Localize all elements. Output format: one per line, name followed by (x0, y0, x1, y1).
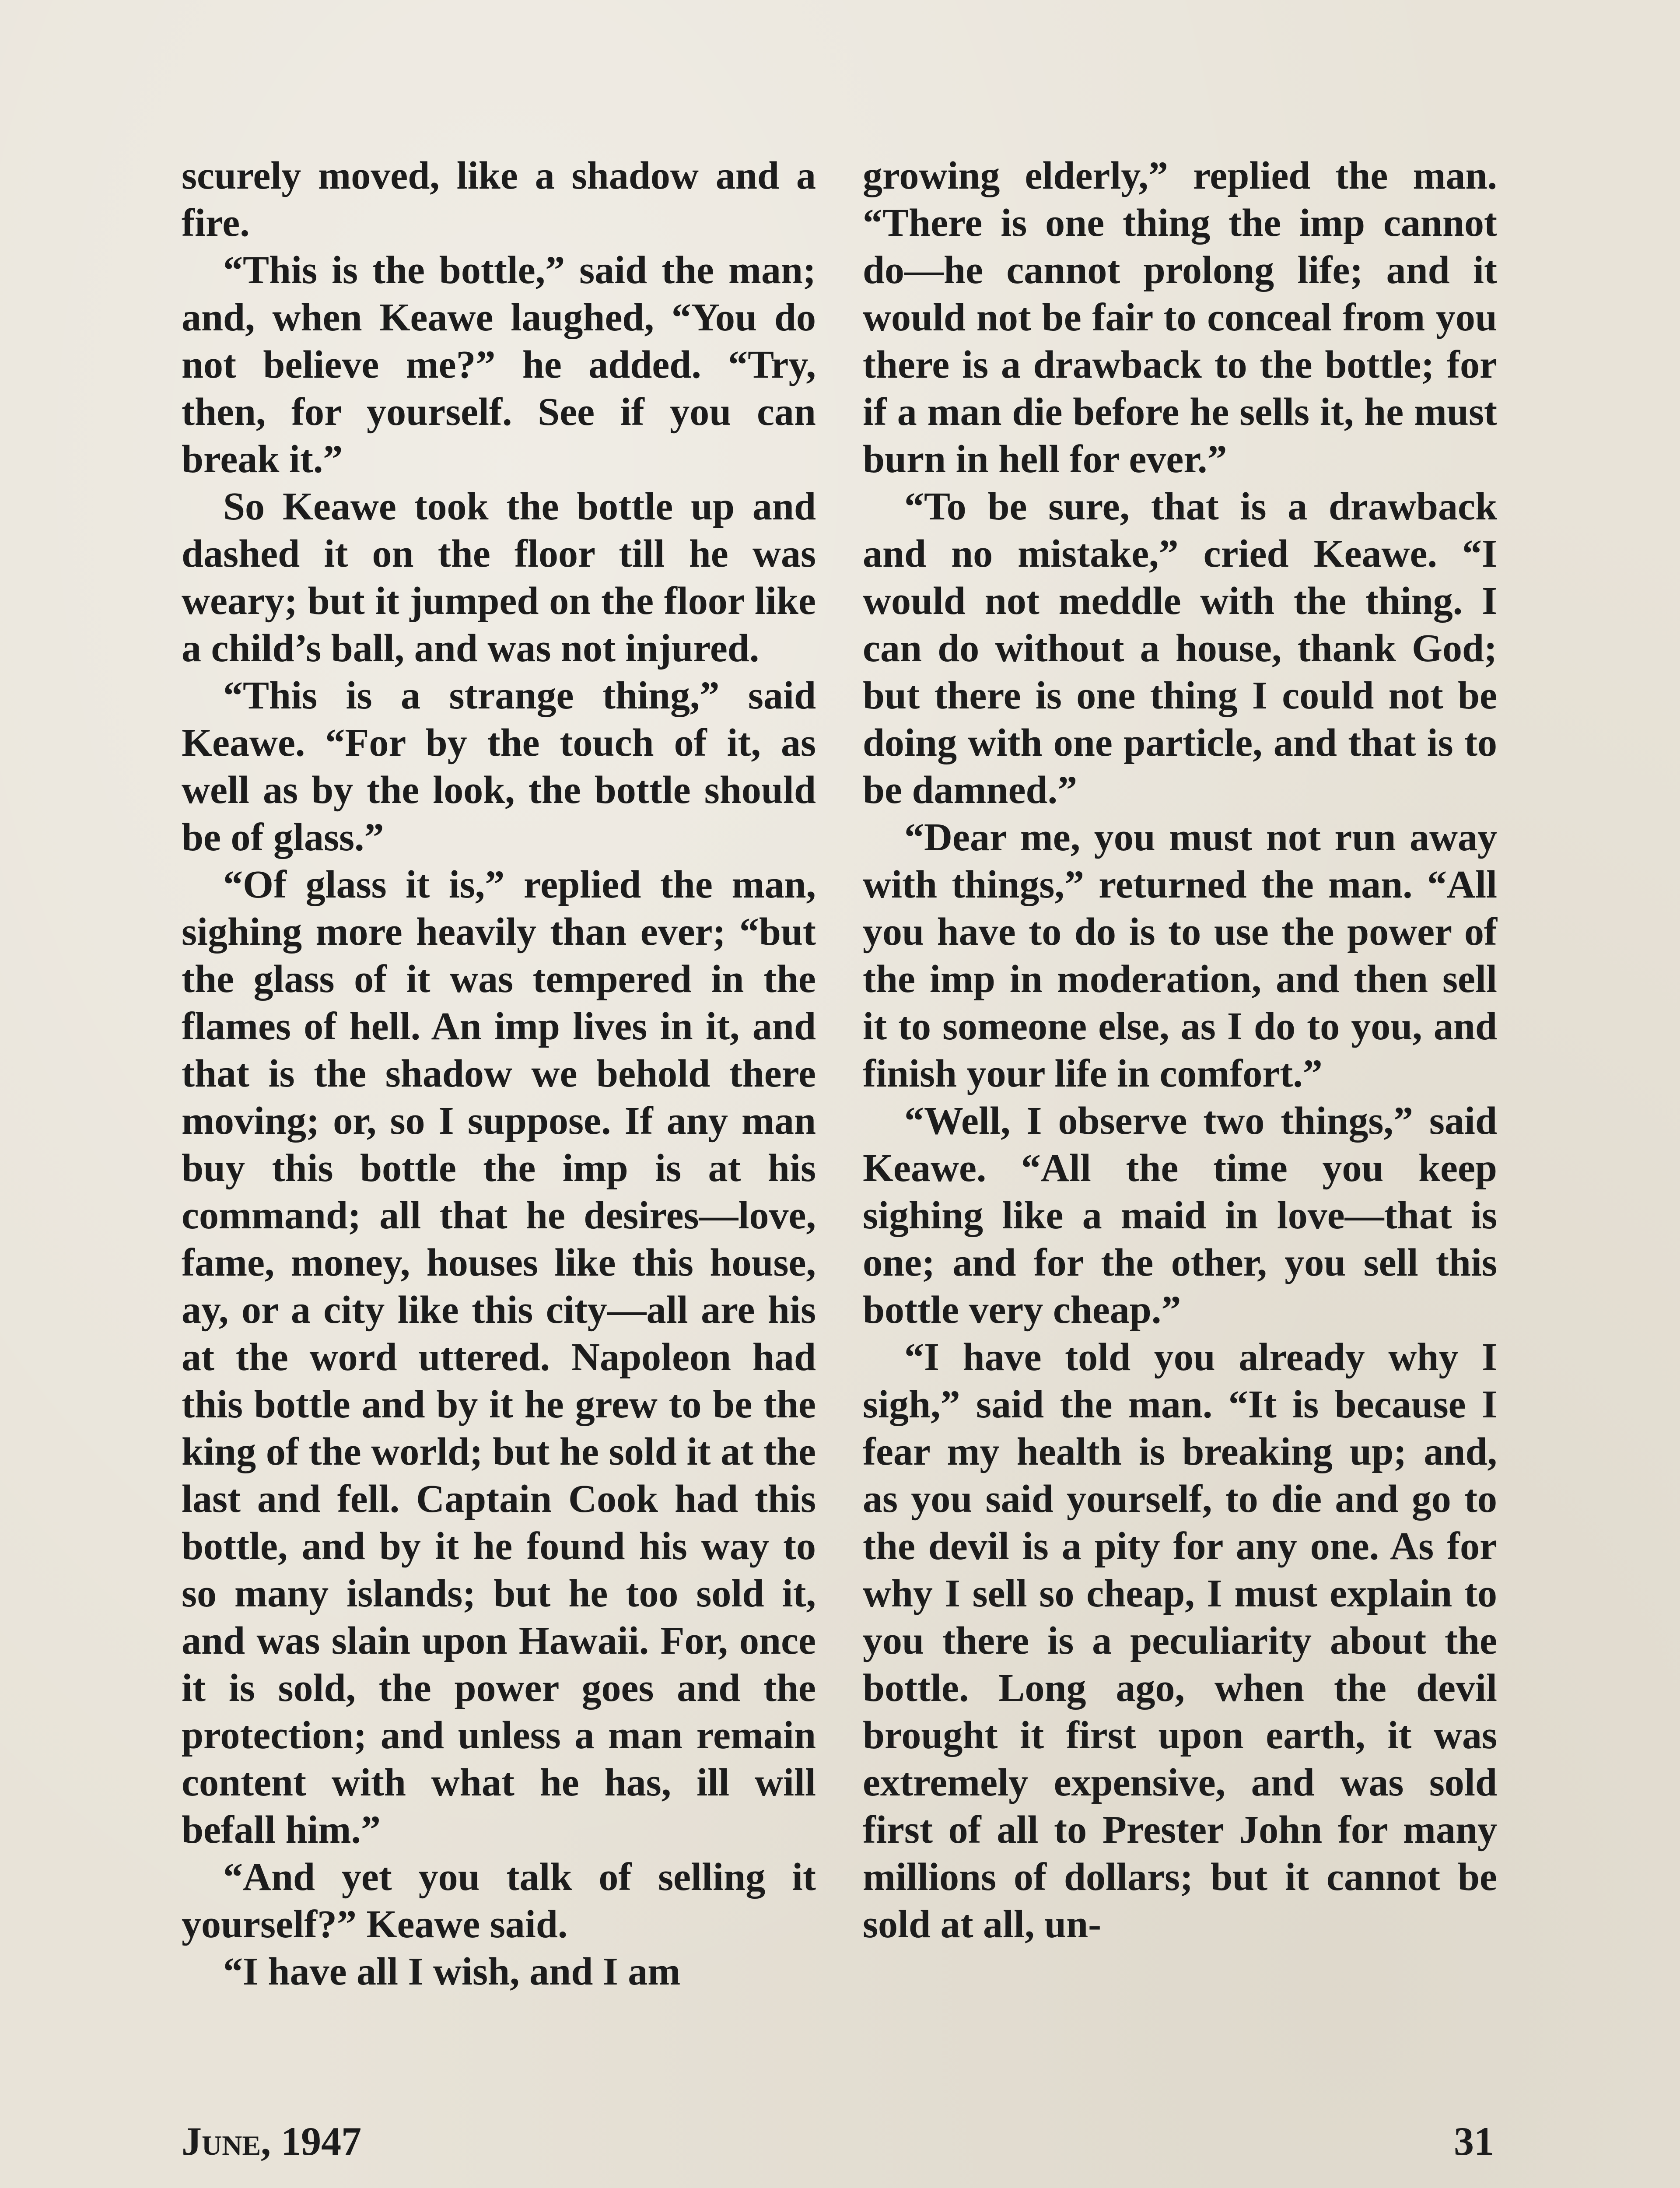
paragraph: “Dear me, you must not run away with things,” returned the man. “All you have to do is to use the power of the imp in moderation, and then sell it to someone else, as I do to you, and finish your life in comfort.” (863, 816, 1497, 1095)
paragraph: “I have all I wish, and I am (223, 1950, 681, 1993)
paragraph: “To be sure, that is a drawback and no mistake,” cried Keawe. “I would not meddle with the thing. I can do without a house, thank God; but there is one thing I could not be doing with one particle, and that is to be damned.” (863, 485, 1497, 812)
paragraph: “I have told you already why I sigh,” said the man. “It is because I fear my health is breaking up; and, as you said yourself, to die and go to the devil is a pity for any one. As for why I sell so cheap, I must explain to you there is a peculiarity about the bottle. Long ago, when the devil brought it first upon earth, it was extremely expensive, and was sold first of all to Prester John for many millions of dollars; but it cannot be sold at all, un- (863, 1336, 1497, 1946)
paragraph: scurely moved, like a shadow and a fire. (182, 154, 816, 245)
paragraph: “This is the bottle,” said the man; and, when Keawe laughed, “You do not believe me?” he added. “Try, then, for yourself. See if you can break it.” (182, 249, 816, 481)
issue-date: June, 1947 (182, 2119, 362, 2163)
page-footer (182, 2118, 1494, 2170)
paragraph: growing elderly,” replied the man. “There is one thing the imp cannot do—he cannot prolong life; and it would not be fair to conceal from you there is a drawback to the bottle; for if a man die before he sells it, he must burn in hell for ever.” (863, 154, 1497, 481)
paragraph: “This is a strange thing,” said Keawe. “For by the touch of it, as well as by the look, the bottle should be of glass.” (182, 674, 816, 859)
paragraph: “Of glass it is,” replied the man, sighing more heavily than ever; “but the glass of it was tempered in the flames of hell. An imp lives in it, and that is the shadow we behold there moving; or, so I suppose. If any man buy this bottle the imp is at his command; all that he desires—love, fame, money, houses like this house, ay, or a city like this city—all are his at the word uttered. Napoleon had this bottle and by it he grew to be the king of the world; but he sold it at the last and fell. Captain Cook had this bottle, and by it he found his way to so many islands; but he too sold it, and was slain upon Hawaii. For, once it is sold, the power goes and the protection; and unless a man remain content with what he has, ill will befall him.” (182, 863, 816, 1851)
right-text-column (863, 152, 1497, 1948)
paragraph: “And yet you talk of selling it yourself?” Keawe said. (182, 1855, 816, 1946)
paragraph: “Well, I observe two things,” said Keawe. “All the time you keep sighing like a maid in love—that is one; and for the other, you sell this bottle very cheap.” (863, 1099, 1497, 1332)
left-text-column (182, 152, 816, 1995)
page-number: 31 (1454, 2119, 1494, 2163)
paragraph: So Keawe took the bottle up and dashed it on the floor till he was weary; but it jumped on the floor like a child’s ball, and was not injured. (182, 485, 816, 670)
